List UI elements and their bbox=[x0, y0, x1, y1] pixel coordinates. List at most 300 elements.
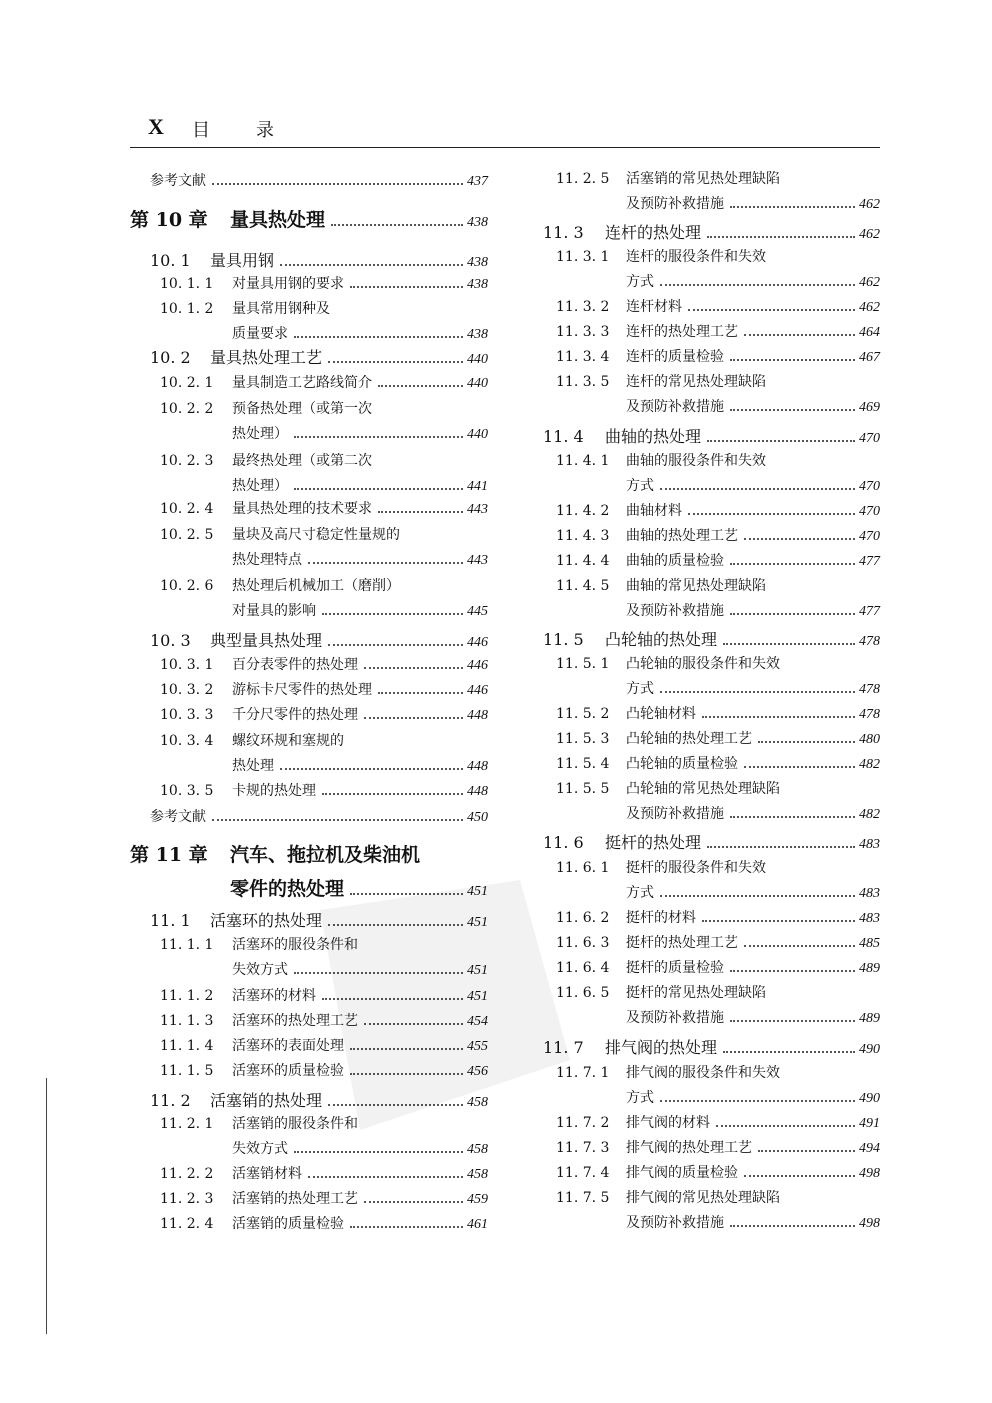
toc-entry-sub[interactable] bbox=[160, 398, 488, 418]
toc-entry-title-cont: 及预防补救措施 bbox=[626, 1215, 724, 1231]
toc-entry-sub[interactable] bbox=[556, 321, 880, 341]
dot-leader bbox=[660, 691, 855, 693]
dot-leader bbox=[322, 613, 463, 615]
toc-entry-number: 11. 6. 5 bbox=[556, 985, 610, 1001]
toc-entry-title: 典型量具热处理 bbox=[210, 631, 323, 650]
toc-entry-title: 参考文献 bbox=[150, 809, 206, 825]
toc-page-number: 477 bbox=[859, 604, 880, 619]
toc-entry-title: 参考文献 bbox=[150, 173, 206, 189]
toc-entry-sub[interactable] bbox=[556, 296, 880, 316]
toc-page-number: 483 bbox=[859, 837, 880, 852]
dot-leader bbox=[730, 1225, 855, 1227]
toc-entry-number: 10. 3. 4 bbox=[160, 733, 214, 749]
toc-entry-sec[interactable] bbox=[150, 1088, 488, 1111]
toc-entry-title: 连杆的热处理 bbox=[605, 223, 702, 242]
toc-entry-continuation[interactable] bbox=[232, 323, 488, 343]
dot-leader bbox=[294, 972, 463, 974]
toc-entry-sub[interactable] bbox=[160, 780, 488, 800]
toc-entry-number: 10. 2 bbox=[150, 348, 191, 367]
toc-entry-number: 10. 2. 1 bbox=[160, 375, 214, 391]
toc-entry-sub[interactable] bbox=[556, 778, 880, 798]
toc-entry-sub[interactable] bbox=[556, 932, 880, 952]
toc-page-number: 478 bbox=[859, 634, 880, 649]
toc-entry-sub[interactable] bbox=[556, 1062, 880, 1082]
toc-entry-number: 11. 2. 3 bbox=[160, 1191, 214, 1207]
toc-entry-number: 11. 2. 2 bbox=[160, 1166, 214, 1182]
toc-entry-sub[interactable] bbox=[556, 246, 880, 266]
toc-entry-number: 10. 2. 5 bbox=[160, 527, 214, 543]
dot-leader bbox=[707, 846, 855, 848]
dot-leader bbox=[702, 716, 855, 718]
toc-page-number: 458 bbox=[467, 1142, 488, 1157]
toc-entry-chap[interactable] bbox=[130, 840, 488, 867]
toc-entry-continuation[interactable] bbox=[232, 959, 488, 979]
toc-entry-number: 10. 2. 4 bbox=[160, 501, 214, 517]
toc-entry-sub[interactable] bbox=[556, 653, 880, 673]
dot-leader bbox=[350, 893, 463, 895]
toc-entry-title: 活塞销的热处理工艺 bbox=[232, 1191, 358, 1207]
toc-entry-sub[interactable] bbox=[556, 728, 880, 748]
toc-entry-number: 11. 5. 2 bbox=[556, 706, 610, 722]
toc-entry-sub[interactable] bbox=[556, 907, 880, 927]
toc-entry-title-cont: 对量具的影响 bbox=[232, 603, 316, 619]
toc-entry-number: 10. 1. 1 bbox=[160, 276, 214, 292]
toc-entry-continuation[interactable] bbox=[230, 874, 488, 901]
toc-entry-title: 排气阀的质量检验 bbox=[626, 1165, 738, 1181]
toc-entry-number: 10. 3 bbox=[150, 631, 191, 650]
toc-page-number: 451 bbox=[467, 915, 488, 930]
dot-leader bbox=[308, 1176, 463, 1178]
toc-page-number: 482 bbox=[859, 807, 880, 822]
toc-entry-title-cont: 及预防补救措施 bbox=[626, 806, 724, 822]
toc-entry-continuation[interactable] bbox=[232, 423, 488, 443]
toc-entry-number: 11. 5. 5 bbox=[556, 781, 610, 797]
dot-leader bbox=[730, 409, 855, 411]
toc-entry-sec[interactable] bbox=[150, 908, 488, 931]
dot-leader bbox=[308, 562, 463, 564]
toc-page-number: 446 bbox=[467, 635, 488, 650]
toc-entry-number: 10. 3. 5 bbox=[160, 783, 214, 799]
toc-page-number: 448 bbox=[467, 784, 488, 799]
toc-entry-number: 11. 4. 3 bbox=[556, 528, 610, 544]
toc-page-number: 469 bbox=[859, 400, 880, 415]
toc-entry-sub[interactable] bbox=[556, 1187, 880, 1207]
toc-entry-number: 11. 1. 1 bbox=[160, 937, 214, 953]
dot-leader bbox=[322, 793, 463, 795]
toc-entry-sub[interactable] bbox=[556, 575, 880, 595]
toc-entry-number: 11. 6. 1 bbox=[556, 860, 610, 876]
dot-leader bbox=[378, 511, 463, 513]
toc-entry-number: 11. 2. 1 bbox=[160, 1116, 214, 1132]
toc-entry-title: 连杆材料 bbox=[626, 299, 682, 315]
dot-leader bbox=[331, 224, 463, 226]
toc-entry-number: 11. 7. 3 bbox=[556, 1140, 610, 1156]
toc-page-number: 470 bbox=[859, 431, 880, 446]
toc-entry-number: 10. 3. 3 bbox=[160, 707, 214, 723]
toc-entry-title-cont: 方式 bbox=[626, 478, 654, 494]
toc-entry-title: 量具热处理 bbox=[230, 209, 326, 231]
toc-entry-continuation[interactable] bbox=[626, 1212, 880, 1232]
dot-leader bbox=[328, 1104, 463, 1106]
header-title-char-1: 目 bbox=[192, 120, 210, 141]
dot-leader bbox=[322, 998, 463, 1000]
dot-leader bbox=[716, 1125, 855, 1127]
toc-entry-title: 排气阀的热处理 bbox=[605, 1038, 718, 1057]
toc-entry-title: 最终热处理（或第二次 bbox=[232, 453, 372, 469]
toc-entry-number: 第 11 章 bbox=[130, 844, 208, 866]
toc-entry-number: 11. 7. 5 bbox=[556, 1190, 610, 1206]
toc-entry-number: 11. 3 bbox=[543, 223, 584, 242]
toc-page-number: 490 bbox=[859, 1042, 880, 1057]
toc-entry-title-cont: 方式 bbox=[626, 274, 654, 290]
toc-entry-sec[interactable] bbox=[543, 1035, 880, 1058]
dot-leader bbox=[294, 488, 463, 490]
toc-entry-title: 卡规的热处理 bbox=[232, 783, 316, 799]
toc-entry-ref[interactable] bbox=[150, 806, 488, 826]
dot-leader bbox=[688, 513, 855, 515]
toc-entry-continuation[interactable] bbox=[626, 678, 880, 698]
toc-entry-title: 连杆的热处理工艺 bbox=[626, 324, 738, 340]
toc-entry-title: 凸轮轴的质量检验 bbox=[626, 756, 738, 772]
toc-page-number: 440 bbox=[467, 376, 488, 391]
toc-page-number: 458 bbox=[467, 1167, 488, 1182]
toc-entry-sub[interactable] bbox=[556, 346, 880, 366]
toc-page-number: 446 bbox=[467, 683, 488, 698]
toc-entry-title: 活塞环的质量检验 bbox=[232, 1063, 344, 1079]
toc-entry-title: 对量具用钢的要求 bbox=[232, 276, 344, 292]
toc-entry-number: 10. 1. 2 bbox=[160, 301, 214, 317]
toc-entry-title: 凸轮轴材料 bbox=[626, 706, 696, 722]
toc-entry-sub[interactable] bbox=[160, 298, 488, 318]
toc-entry-sub[interactable] bbox=[556, 371, 880, 391]
toc-entry-number: 11. 4. 4 bbox=[556, 553, 610, 569]
toc-entry-chap[interactable] bbox=[130, 205, 488, 232]
toc-entry-number: 11. 3. 4 bbox=[556, 349, 610, 365]
toc-entry-sub[interactable] bbox=[556, 982, 880, 1002]
toc-entry-number: 11. 7. 2 bbox=[556, 1115, 610, 1131]
toc-entry-number: 11. 4. 5 bbox=[556, 578, 610, 594]
toc-page-number: 448 bbox=[467, 708, 488, 723]
toc-entry-sub[interactable] bbox=[160, 654, 488, 674]
dot-leader bbox=[744, 945, 855, 947]
toc-entry-sub[interactable] bbox=[556, 857, 880, 877]
toc-entry-title-cont: 方式 bbox=[626, 681, 654, 697]
dot-leader bbox=[350, 1048, 463, 1050]
toc-entry-title-cont: 热处理） bbox=[232, 426, 288, 442]
toc-entry-number: 11. 3. 5 bbox=[556, 374, 610, 390]
toc-entry-title: 活塞环的热处理工艺 bbox=[232, 1013, 358, 1029]
toc-entry-sec[interactable] bbox=[543, 830, 880, 853]
dot-leader bbox=[660, 1100, 855, 1102]
toc-entry-number: 10. 2. 3 bbox=[160, 453, 214, 469]
toc-entry-title: 排气阀的服役条件和失效 bbox=[626, 1065, 780, 1081]
scan-margin-line bbox=[46, 1078, 47, 1334]
toc-entry-title: 活塞环的热处理 bbox=[210, 911, 323, 930]
toc-entry-title-cont: 及预防补救措施 bbox=[626, 196, 724, 212]
dot-leader bbox=[744, 766, 855, 768]
toc-entry-number: 11. 5 bbox=[543, 630, 584, 649]
toc-entry-title: 量具用钢 bbox=[210, 251, 275, 270]
toc-entry-title-cont: 热处理） bbox=[232, 478, 288, 494]
toc-entry-sec[interactable] bbox=[150, 628, 488, 651]
toc-entry-continuation[interactable] bbox=[232, 475, 488, 495]
toc-entry-title: 挺杆的质量检验 bbox=[626, 960, 724, 976]
toc-entry-title: 热处理后机械加工（磨削） bbox=[232, 578, 400, 594]
toc-entry-title-cont: 质量要求 bbox=[232, 326, 288, 342]
toc-entry-sub[interactable] bbox=[556, 525, 880, 545]
toc-entry-title: 曲轴的热处理 bbox=[605, 427, 702, 446]
toc-entry-number: 10. 2. 2 bbox=[160, 401, 214, 417]
toc-entry-title: 连杆的质量检验 bbox=[626, 349, 724, 365]
toc-entry-number: 11. 6. 3 bbox=[556, 935, 610, 951]
dot-leader bbox=[294, 1151, 463, 1153]
toc-entry-sec[interactable] bbox=[543, 220, 880, 243]
toc-entry-title: 螺纹环规和塞规的 bbox=[232, 733, 344, 749]
toc-page-number: 478 bbox=[859, 707, 880, 722]
toc-entry-title: 连杆的常见热处理缺陷 bbox=[626, 374, 766, 390]
toc-entry-number: 11. 1. 2 bbox=[160, 988, 214, 1004]
toc-entry-continuation[interactable] bbox=[232, 600, 488, 620]
toc-entry-number: 11. 3. 1 bbox=[556, 249, 610, 265]
toc-entry-continuation[interactable] bbox=[232, 755, 488, 775]
dot-leader bbox=[730, 563, 855, 565]
toc-entry-number: 11. 2. 4 bbox=[160, 1216, 214, 1232]
toc-entry-sub[interactable] bbox=[556, 703, 880, 723]
toc-entry-title-cont: 方式 bbox=[626, 885, 654, 901]
toc-entry-sub[interactable] bbox=[160, 450, 488, 470]
toc-page-number: 494 bbox=[859, 1141, 880, 1156]
dot-leader bbox=[364, 1201, 463, 1203]
toc-entry-title: 凸轮轴的热处理工艺 bbox=[626, 731, 752, 747]
dot-leader bbox=[350, 286, 463, 288]
toc-entry-title: 排气阀的常见热处理缺陷 bbox=[626, 1190, 780, 1206]
dot-leader bbox=[212, 183, 463, 185]
toc-entry-sec[interactable] bbox=[150, 345, 488, 368]
toc-entry-title: 量具常用钢种及 bbox=[232, 301, 330, 317]
toc-page-number: 482 bbox=[859, 757, 880, 772]
dot-leader bbox=[707, 440, 855, 442]
dot-leader bbox=[364, 1023, 463, 1025]
dot-leader bbox=[730, 206, 855, 208]
toc-entry-ref[interactable] bbox=[150, 170, 488, 190]
toc-entry-title: 活塞销的热处理 bbox=[210, 1091, 323, 1110]
toc-entry-sub[interactable] bbox=[160, 1010, 488, 1030]
dot-leader bbox=[758, 741, 855, 743]
toc-page-number: 480 bbox=[859, 732, 880, 747]
toc-entry-continuation[interactable] bbox=[232, 1138, 488, 1158]
dot-leader bbox=[730, 970, 855, 972]
toc-entry-sub[interactable] bbox=[160, 273, 488, 293]
toc-page-number: 451 bbox=[467, 884, 488, 899]
toc-entry-sub[interactable] bbox=[160, 1163, 488, 1183]
dot-leader bbox=[723, 1051, 855, 1053]
toc-page-number: 478 bbox=[859, 682, 880, 697]
toc-page-number: 438 bbox=[467, 277, 488, 292]
toc-page-number: 470 bbox=[859, 529, 880, 544]
toc-entry-number: 11. 7 bbox=[543, 1038, 584, 1057]
toc-entry-title: 汽车、拖拉机及柴油机 bbox=[230, 844, 421, 866]
toc-page-number: 448 bbox=[467, 759, 488, 774]
toc-entry-sub[interactable] bbox=[160, 1113, 488, 1133]
toc-page-number: 462 bbox=[859, 300, 880, 315]
toc-entry-sub[interactable] bbox=[160, 498, 488, 518]
toc-entry-title: 量具热处理工艺 bbox=[210, 348, 323, 367]
toc-entry-sub[interactable] bbox=[160, 1188, 488, 1208]
dot-leader bbox=[758, 1150, 855, 1152]
toc-entry-sub[interactable] bbox=[160, 1213, 488, 1233]
toc-page-number: 477 bbox=[859, 554, 880, 569]
toc-entry-sub[interactable] bbox=[556, 753, 880, 773]
toc-entry-title-cont: 零件的热处理 bbox=[230, 878, 345, 900]
toc-page-number: 490 bbox=[859, 1091, 880, 1106]
toc-entry-sub[interactable] bbox=[556, 957, 880, 977]
dot-leader bbox=[364, 667, 463, 669]
toc-entry-continuation[interactable] bbox=[232, 549, 488, 569]
toc-entry-continuation[interactable] bbox=[626, 882, 880, 902]
toc-entry-number: 11. 5. 1 bbox=[556, 656, 610, 672]
dot-leader bbox=[730, 613, 855, 615]
toc-entry-continuation[interactable] bbox=[626, 193, 880, 213]
toc-entry-title: 挺杆的常见热处理缺陷 bbox=[626, 985, 766, 1001]
toc-entry-number: 11. 6. 4 bbox=[556, 960, 610, 976]
toc-entry-sub[interactable] bbox=[556, 550, 880, 570]
dot-leader bbox=[730, 1020, 855, 1022]
toc-entry-title: 曲轴的质量检验 bbox=[626, 553, 724, 569]
toc-page-number: 462 bbox=[859, 275, 880, 290]
toc-entry-continuation[interactable] bbox=[626, 396, 880, 416]
toc-entry-title: 量块及高尺寸稳定性量规的 bbox=[232, 527, 400, 543]
toc-entry-sec[interactable] bbox=[543, 424, 880, 447]
toc-page-number: 438 bbox=[467, 255, 488, 270]
toc-entry-sub[interactable] bbox=[160, 704, 488, 724]
toc-entry-sub[interactable] bbox=[160, 985, 488, 1005]
toc-page-number: 483 bbox=[859, 886, 880, 901]
toc-entry-sub[interactable] bbox=[160, 934, 488, 954]
toc-page-number: 438 bbox=[467, 327, 488, 342]
toc-entry-title-cont: 及预防补救措施 bbox=[626, 603, 724, 619]
dot-leader bbox=[378, 692, 463, 694]
toc-page-number: 445 bbox=[467, 604, 488, 619]
toc-entry-title-cont: 及预防补救措施 bbox=[626, 1010, 724, 1026]
toc-entry-title-cont: 失效方式 bbox=[232, 962, 288, 978]
toc-page-number: 470 bbox=[859, 479, 880, 494]
toc-entry-title: 挺杆的热处理工艺 bbox=[626, 935, 738, 951]
toc-entry-title: 活塞环的材料 bbox=[232, 988, 316, 1004]
toc-entry-sub[interactable] bbox=[160, 1060, 488, 1080]
toc-page-number: 443 bbox=[467, 553, 488, 568]
toc-entry-title: 活塞销的服役条件和 bbox=[232, 1116, 358, 1132]
toc-entry-number: 11. 7. 4 bbox=[556, 1165, 610, 1181]
toc-page-number: 491 bbox=[859, 1116, 880, 1131]
toc-entry-title: 曲轴材料 bbox=[626, 503, 682, 519]
toc-entry-continuation[interactable] bbox=[626, 475, 880, 495]
dot-leader bbox=[730, 359, 855, 361]
toc-entry-number: 11. 4. 1 bbox=[556, 453, 610, 469]
toc-entry-number: 11. 6. 2 bbox=[556, 910, 610, 926]
dot-leader bbox=[280, 264, 463, 266]
toc-entry-sub[interactable] bbox=[160, 524, 488, 544]
toc-entry-sub[interactable] bbox=[556, 500, 880, 520]
toc-entry-title: 游标卡尺零件的热处理 bbox=[232, 682, 372, 698]
toc-page-number: 441 bbox=[467, 479, 488, 494]
toc-entry-continuation[interactable] bbox=[626, 271, 880, 291]
toc-page-number: 467 bbox=[859, 350, 880, 365]
dot-leader bbox=[328, 924, 463, 926]
toc-entry-continuation[interactable] bbox=[626, 803, 880, 823]
toc-entry-number: 11. 5. 4 bbox=[556, 756, 610, 772]
toc-entry-sub[interactable] bbox=[556, 1112, 880, 1132]
toc-entry-title: 百分表零件的热处理 bbox=[232, 657, 358, 673]
toc-page-number: 454 bbox=[467, 1014, 488, 1029]
toc-entry-number: 11. 1. 3 bbox=[160, 1013, 214, 1029]
toc-entry-sub[interactable] bbox=[160, 575, 488, 595]
toc-entry-continuation[interactable] bbox=[626, 600, 880, 620]
toc-entry-title: 预备热处理（或第一次 bbox=[232, 401, 372, 417]
toc-entry-title: 挺杆的热处理 bbox=[605, 833, 702, 852]
dot-leader bbox=[350, 1073, 463, 1075]
toc-page-number: 440 bbox=[467, 427, 488, 442]
toc-entry-number: 11. 4 bbox=[543, 427, 584, 446]
dot-leader bbox=[294, 336, 463, 338]
toc-entry-title: 活塞销材料 bbox=[232, 1166, 302, 1182]
toc-entry-title: 曲轴的常见热处理缺陷 bbox=[626, 578, 766, 594]
toc-entry-sub[interactable] bbox=[160, 679, 488, 699]
toc-page-number: 464 bbox=[859, 325, 880, 340]
toc-entry-sec[interactable] bbox=[150, 248, 488, 271]
toc-entry-title: 活塞销的质量检验 bbox=[232, 1216, 344, 1232]
toc-entry-sec[interactable] bbox=[543, 627, 880, 650]
toc-page-number: 456 bbox=[467, 1064, 488, 1079]
toc-entry-continuation[interactable] bbox=[626, 1007, 880, 1027]
dot-leader bbox=[660, 284, 855, 286]
dot-leader bbox=[328, 361, 463, 363]
toc-entry-number: 11. 5. 3 bbox=[556, 731, 610, 747]
header-title-char-2: 录 bbox=[256, 120, 274, 141]
toc-entry-sub[interactable] bbox=[160, 1035, 488, 1055]
toc-entry-title: 量具制造工艺路线简介 bbox=[232, 375, 372, 391]
dot-leader bbox=[702, 920, 855, 922]
dot-leader bbox=[660, 895, 855, 897]
toc-page-number: 455 bbox=[467, 1039, 488, 1054]
dot-leader bbox=[730, 816, 855, 818]
toc-entry-sub[interactable] bbox=[556, 450, 880, 470]
toc-entry-sub[interactable] bbox=[556, 168, 880, 188]
toc-entry-number: 11. 6 bbox=[543, 833, 584, 852]
toc-entry-continuation[interactable] bbox=[626, 1087, 880, 1107]
toc-entry-title: 量具热处理的技术要求 bbox=[232, 501, 372, 517]
toc-page-number: 440 bbox=[467, 352, 488, 367]
toc-entry-title-cont: 方式 bbox=[626, 1090, 654, 1106]
toc-entry-sub[interactable] bbox=[160, 730, 488, 750]
toc-entry-number: 11. 2 bbox=[150, 1091, 191, 1110]
toc-entry-title: 活塞销的常见热处理缺陷 bbox=[626, 171, 780, 187]
toc-page-number: 451 bbox=[467, 989, 488, 1004]
toc-entry-title: 曲轴的服役条件和失效 bbox=[626, 453, 766, 469]
toc-page-number: 470 bbox=[859, 504, 880, 519]
dot-leader bbox=[212, 819, 463, 821]
toc-entry-title: 凸轮轴的常见热处理缺陷 bbox=[626, 781, 780, 797]
toc-entry-title: 曲轴的热处理工艺 bbox=[626, 528, 738, 544]
toc-page-number: 459 bbox=[467, 1192, 488, 1207]
toc-entry-number: 10. 3. 2 bbox=[160, 682, 214, 698]
toc-entry-sub[interactable] bbox=[556, 1137, 880, 1157]
toc-entry-title: 凸轮轴的热处理 bbox=[605, 630, 718, 649]
toc-entry-number: 11. 1 bbox=[150, 911, 191, 930]
toc-entry-title-cont: 热处理特点 bbox=[232, 552, 302, 568]
toc-entry-number: 11. 3. 3 bbox=[556, 324, 610, 340]
toc-entry-sub[interactable] bbox=[160, 372, 488, 392]
toc-entry-sub[interactable] bbox=[556, 1162, 880, 1182]
